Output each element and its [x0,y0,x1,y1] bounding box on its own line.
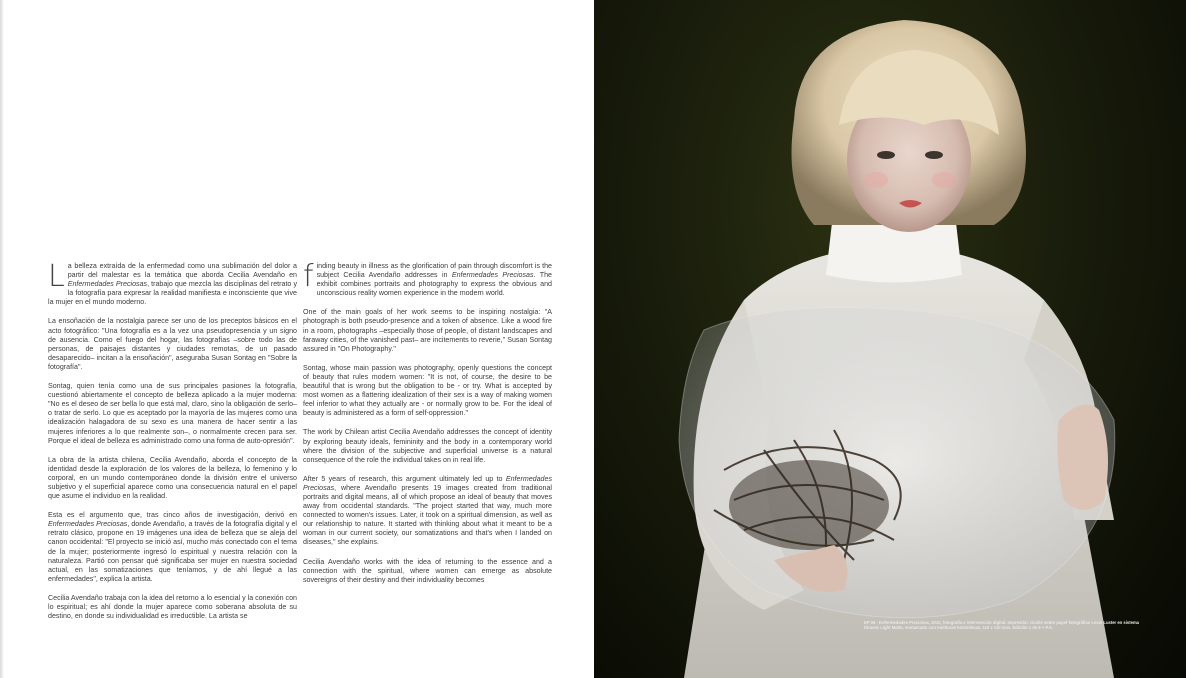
right-page-photograph [594,0,1186,678]
spanish-paragraph-2: La ensoñación de la nostalgia parece ser uno de los preceptos básicos en el acto fotográfico: "Una fotografía es a la vez una pseudopresencia y un signo de ausencia. Como el fuego del hogar, las fotografías –sobre todo las de personas, de paisajes distantes y ciudades remotas, de un pasado desaparecido– incitan a la ensoñación", aseguraba Susan Sontag en "Sobre la fotografía". [48,317,297,371]
tulle-veil [679,308,1115,618]
english-paragraph-5: After 5 years of research, this argument ultimately led up to Enfermedades Preciosas, where Avendaño presents 19 images created from traditional portraits and digital means, all of which propose an ideal of beauty that moves away from occidental standards. "The project started that way, much more connected to women's issues. Later, it took on a spiritual dimension, as well as our relationship to nature. It started with thinking about what it meant to be a woman in our current society, our somatizations and that's when I landed on diseases," she explains. [303,474,552,547]
right-hand [1057,404,1108,510]
english-paragraph-6: Cecilia Avendaño works with the idea of returning to the essence and a connection with the spiritual, where women can emerge as absolute sovereigns of their destiny and their individuality becomes [303,557,552,584]
spanish-column [48,259,297,631]
english-paragraph-4: The work by Chilean artist Cecilia Avendaño addresses the concept of identity by exploring beauty ideals, femininity and the body in a contemporary world where the division of the subjective and superficial universe is a natural consequence of the role the individual takes on in real life. [303,428,552,464]
english-column [303,259,552,595]
photo-caption: EP 09 - Enfermedades Preciosas, 2010, fotografía e intervención digital. Impresión: Giclée sobre papel fotográfico Lexis Luster en sistema Dirasec Light Matte, enmarcado con molduras holandesas, 110 x 110 cms. Edición 1 de 6 + P.A. [864,620,1139,631]
spanish-paragraph-6: Cecilia Avendaño trabaja con la idea del retorno a lo esencial y la conexión con lo espiritual; es ahí donde la mujer aparece como soberana absoluta de su destino, en donde su individualidad es irreductible. La artista se [48,593,297,621]
english-paragraph-3: Sontag, whose main passion was photography, openly questions the concept of beauty that rules modern women: "It is not, of course, the desire to be beautiful that is wrong but the obligation to be - or try. What is accepted by most women as a flattering idealization of their sex is a way of making women feel inferior to what they actually are - or normally grow to be. For the ideal of beauty is administered as a form of self-oppression." [303,363,552,418]
page-edge [0,0,4,678]
right-eye [925,151,943,159]
left-cheek [864,172,888,188]
english-paragraph-2: One of the main goals of her work seems to be inspiring nostalgia: "A photograph is both pseudo-presence and a token of absence. Like a wood fire in a room, photographs –especially those of people, of distant landscapes and faraway cities, of the vanished past– are incitements to reverie," Susan Sontag assured in "On Photography." [303,308,552,353]
nest-mass [729,460,889,550]
spanish-paragraph-4: La obra de la artista chilena, Cecilia Avendaño, aborda el concepto de la identidad desde la exploración de los valores de la belleza, lo femenino y lo corporal, en un mundo contemporáneo donde la división entre el universo subjetivo y el superficial aparece como una consecuencia natural en el papel que asume el individuo en la realidad. [48,455,297,501]
left-eye [877,151,895,159]
portrait-photograph [594,0,1186,678]
spanish-paragraph-1: La belleza extraída de la enfermedad como una sublimación del dolor a partir del malestar es la temática que aborda Cecilia Avendaño en Enfermedades Preciosas, trabajo que mezcla las disciplinas del retrato y la fotografía para expresar la realidad manifiesta e inconsciente que vive la mujer en el mundo moderno. [48,259,297,307]
spanish-paragraph-3: Sontag, quien tenía como una de sus principales pasiones la fotografía, cuestionó abiertamente el concepto de belleza aplicado a la mujer moderna: "No es el deseo de ser bella lo que está mal, claro, sino la obligación de serlo–o tratar de serlo. Lo que es aceptado por la mayoría de las mujeres como una idealización halagadora de su sexo es una manera de hacer sentir a las mujeres inferiores a lo que realmente son–, o normalmente crecen para ser. Porque el ideal de belleza es administrado como una forma de auto-opresión". [48,382,297,445]
right-cheek [932,172,956,188]
english-paragraph-1: finding beauty in illness as the glorification of pain through discomfort is the subject Cecilia Avendaño addresses in Enfermedades Preciosas. The exhibit combines portraits and photography to express the obvious and unconscious reality women experience in the modern world. [303,259,552,298]
spanish-paragraph-5: Esta es el argumento que, tras cinco años de investigación, derivó en Enfermedades Preciosas, donde Avendaño, a través de la fotografía digital y el retrato clásico, propone en 19 imágenes una idea de belleza que se aleja del canon occidental: "El proyecto se inició así, mucho más conectado con el tema de la mujer; posteriormente ingresó lo espiritual y nuestra relación con la naturaleza. Partió con pensar qué significaba ser mujer en nuestra sociedad actual, en las somatizaciones que teníamos, y de ahí llegué a las enfermedades", explica la artista. [48,511,297,583]
